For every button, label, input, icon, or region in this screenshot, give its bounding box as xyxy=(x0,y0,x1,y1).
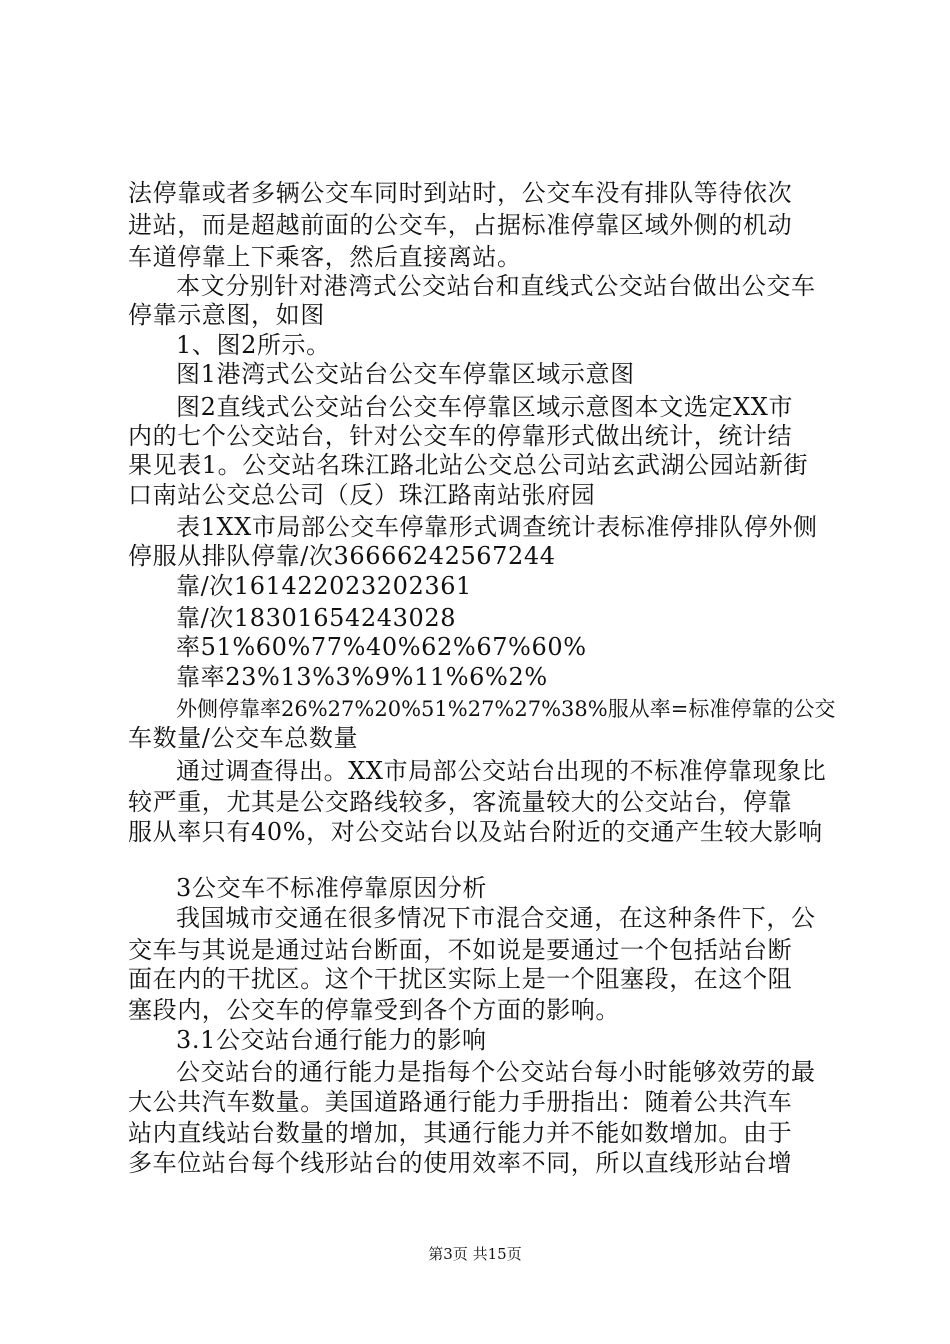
text-line: 法停靠或者多辆公交车同时到站时，公交车没有排队等待依次 xyxy=(128,179,793,207)
table-caption: 表1XX市局部公交车停靠形式调查统计表标准停排队停外侧 xyxy=(176,513,818,541)
figure-caption: 图2直线式公交站台公交车停靠区域示意图本文选定XX市 xyxy=(176,393,794,421)
text-line: 交车与其说是通过站台断面，不如说是要通过一个包括站台断 xyxy=(128,936,793,964)
text-line: 较严重，尤其是公交路线较多，客流量较大的公交站台，停靠 xyxy=(128,788,793,816)
text-line: 进站，而是超越前面的公交车，占据标准停靠区域外侧的机动 xyxy=(128,211,793,239)
text-line: 车道停靠上下乘客，然后直接离站。 xyxy=(128,243,522,271)
section-heading: 3公交车不标准停靠原因分析 xyxy=(176,874,488,902)
text-line: 口南站公交总公司（反）珠江路南站张府园 xyxy=(128,481,596,509)
text-line: 停服从排队停靠/次36666242567244 xyxy=(128,542,556,570)
page-number: 第3页 共15页 xyxy=(428,1245,522,1263)
text-line: 停靠示意图，如图 xyxy=(128,301,325,329)
text-line: 1、图2所示。 xyxy=(176,331,331,359)
text-line: 靠/次18301654243028 xyxy=(176,604,457,632)
text-line: 塞段内，公交车的停靠受到各个方面的影响。 xyxy=(128,996,620,1024)
text-line: 靠/次161422023202361 xyxy=(176,572,472,600)
subsection-heading: 3.1公交站台通行能力的影响 xyxy=(176,1026,487,1054)
figure-caption: 图1港湾式公交站台公交车停靠区域示意图 xyxy=(176,360,635,388)
text-line: 内的七个公交站台，针对公交车的停靠形式做出统计，统计结 xyxy=(128,422,793,450)
text-line: 我国城市交通在很多情况下市混合交通，在这种条件下，公 xyxy=(176,904,816,932)
text-line: 通过调查得出。XX市局部公交站台出现的不标准停靠现象比 xyxy=(176,757,827,785)
text-line: 站内直线站台数量的增加，其通行能力并不能如数增加。由于 xyxy=(128,1119,793,1147)
text-line: 服从率只有40%，对公交站台以及站台附近的交通产生较大影响 xyxy=(128,818,823,846)
text-line: 面在内的干扰区。这个干扰区实际上是一个阻塞段，在这个阻 xyxy=(128,965,793,993)
text-line: 率51%60%77%40%62%67%60% xyxy=(176,633,587,661)
text-line: 靠率23%13%3%9%11%6%2% xyxy=(176,663,548,691)
text-line: 本文分别针对港湾式公交站台和直线式公交站台做出公交车 xyxy=(176,272,816,300)
text-line: 车数量/公交车总数量 xyxy=(128,724,359,752)
text-line: 大公共汽车数量。美国道路通行能力手册指出：随着公共汽车 xyxy=(128,1088,793,1116)
text-line: 公交站台的通行能力是指每个公交站台每小时能够效劳的最 xyxy=(176,1058,816,1086)
text-line: 果见表1。公交站名珠江路北站公交总公司站玄武湖公园站新街 xyxy=(128,451,809,479)
text-line: 外侧停靠率26%27%20%51%27%27%38%服从率=标准停靠的公交 xyxy=(176,697,836,721)
text-line: 多车位站台每个线形站台的使用效率不同，所以直线形站台增 xyxy=(128,1149,793,1177)
